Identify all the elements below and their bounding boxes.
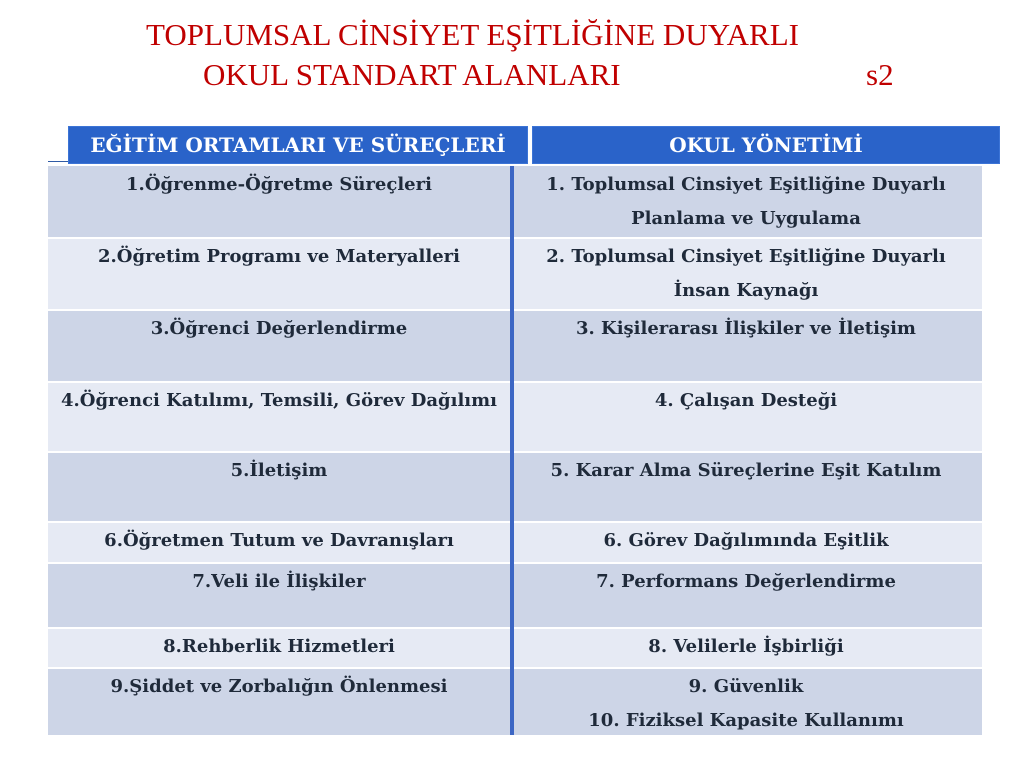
table-row — [48, 452, 982, 522]
header-accent-line — [48, 161, 68, 162]
table-row — [48, 310, 982, 382]
right-cell: 6. Görev Dağılımında Eşitlik — [603, 530, 889, 551]
left-cell: 8.Rehberlik Hizmetleri — [163, 636, 395, 657]
left-cell: 7.Veli ile İlişkiler — [192, 571, 366, 592]
row-divider — [48, 309, 982, 311]
row-divider — [48, 237, 982, 239]
table-row — [48, 238, 982, 310]
row-divider — [48, 451, 982, 453]
table-row — [48, 522, 982, 563]
right-cell: 4. Çalışan Desteği — [654, 390, 838, 411]
table-row — [48, 563, 982, 628]
table-row — [48, 166, 982, 238]
row-divider — [48, 667, 982, 669]
title-line-2: OKUL STANDART ALANLARI — [203, 57, 621, 92]
table-row — [48, 628, 982, 668]
right-cell: 2. Toplumsal Cinsiyet Eşitliğine Duyarlı İnsan Kaynağı — [546, 246, 946, 301]
table-row — [48, 382, 982, 452]
slide-code: s2 — [866, 57, 894, 92]
right-cell: 5. Karar Alma Süreçlerine Eşit Katılım — [550, 460, 942, 481]
right-cell: 9. Güvenlik 10. Fiziksel Kapasite Kullanımı — [588, 676, 904, 731]
left-cell: 1.Öğrenme-Öğretme Süreçleri — [126, 174, 432, 195]
right-cell: 8. Velilerle İşbirliği — [648, 636, 844, 657]
row-divider — [48, 521, 982, 523]
left-cell: 5.İletişim — [230, 460, 328, 481]
row-divider — [48, 562, 982, 564]
right-cell: 7. Performans Değerlendirme — [596, 571, 896, 592]
row-divider — [48, 381, 982, 383]
column-header-left: EĞİTİM ORTAMLARI VE SÜREÇLERİ — [68, 126, 528, 164]
column-header-right: OKUL YÖNETİMİ — [532, 126, 1000, 164]
row-divider — [48, 627, 982, 629]
left-cell: 3.Öğrenci Değerlendirme — [150, 318, 408, 339]
column-divider — [510, 166, 514, 735]
right-cell: 3. Kişilerarası İlişkiler ve İletişim — [576, 318, 916, 339]
title-line-1: TOPLUMSAL CİNSİYET EŞİTLİĞİNE DUYARLI — [146, 17, 799, 52]
right-cell: 1. Toplumsal Cinsiyet Eşitliğine Duyarlı Planlama ve Uygulama — [546, 174, 946, 229]
slide-title — [0, 0, 1024, 110]
left-cell: 6.Öğretmen Tutum ve Davranışları — [104, 530, 454, 551]
left-cell: 2.Öğretim Programı ve Materyalleri — [98, 246, 460, 267]
left-cell: 9.Şiddet ve Zorbalığın Önlenmesi — [110, 676, 448, 697]
table-row — [48, 668, 982, 735]
left-cell: 4.Öğrenci Katılımı, Temsili, Görev Dağılımı — [61, 390, 497, 411]
